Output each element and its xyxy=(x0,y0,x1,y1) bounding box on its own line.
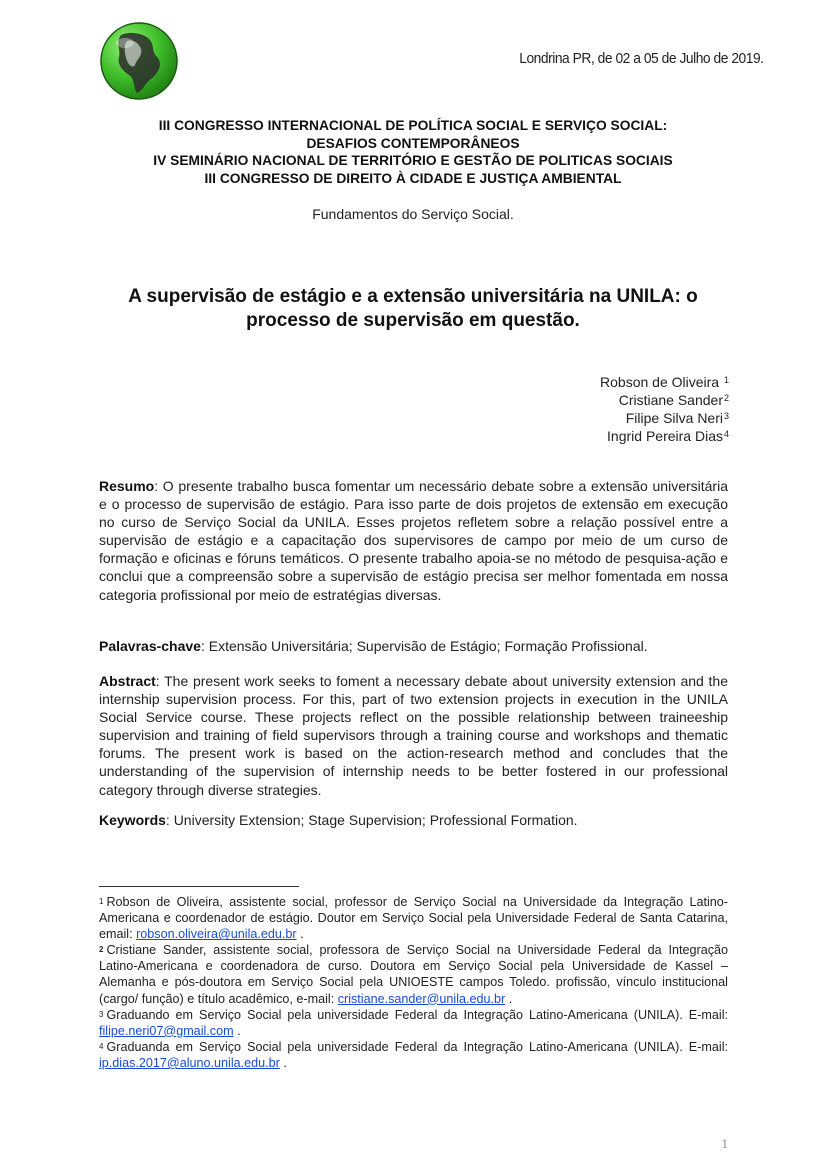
author-name xyxy=(600,373,729,391)
footnote-trailing: . xyxy=(233,1023,241,1038)
footnote-trailing: . xyxy=(296,927,304,942)
author-name xyxy=(600,427,729,445)
footnote-mark: 3 xyxy=(99,1009,104,1019)
abstract-paragraph xyxy=(99,672,728,799)
globe-logo-icon xyxy=(99,21,179,101)
keywords-label: Keywords xyxy=(99,812,166,828)
footnote-mark: 2 xyxy=(723,393,729,403)
title-line: A supervisão de estágio e a extensão universitária na UNILA: o xyxy=(128,286,698,307)
email-link[interactable]: filipe.neri07@gmail.com xyxy=(99,1023,234,1038)
footnote-trailing: . xyxy=(505,991,513,1006)
footnote-text: Graduando em Serviço Social pela universidade Federal da Integração Latino-Americana (UNILA). E-mail: xyxy=(106,1007,728,1022)
abstract-text: : The present work seeks to foment a necessary debate about university extension and the internship supervision process. For this, part of two extension projects in execution in the UNILA Social Service course. These projects reflect on the possible relationship between traineeship supervision and training of field supervisors through a training course and workshops and thematic forums. The present work is based on the action-research method and concludes that the understanding of the supervision of internship needs to be better fostered in our professional category through diverse strategies. xyxy=(99,673,728,798)
footnote-text: Cristiane Sander, assistente social, professora de Serviço Social na Universidade Federal da Integração Latino-Americana e coordenadora de curso. Doutora em Serviço Social pela Universidade de Kassel – Alemanha e pós-doutora em Serviço Social pela UNIOESTE campos Toledo. profissão, vínculo institucional (cargo/ função) e título acadêmico, e-mail: xyxy=(99,943,728,1006)
author-list xyxy=(600,373,729,445)
footnote xyxy=(99,1039,728,1071)
palavras-chave-text: : Extensão Universitária; Supervisão de Estágio; Formação Profissional. xyxy=(200,638,648,654)
conference-line: IV SEMINÁRIO NACIONAL DE TERRITÓRIO E GESTÃO DE POLITICAS SOCIAIS xyxy=(153,153,673,168)
email-link[interactable]: robson.oliveira@unila.edu.br xyxy=(136,927,297,942)
footnotes xyxy=(99,894,728,1071)
footnote-mark: 2 xyxy=(99,945,104,955)
footnote-mark: 1 xyxy=(723,375,729,385)
footnote xyxy=(99,942,728,1006)
conference-names xyxy=(0,117,826,187)
resumo-text: : O presente trabalho busca fomentar um necessário debate sobre a extensão universitária e o processo de supervisão de estágio. Para isso parte de dois projetos de extensão em execução no curso de Serviço Social da UNILA. Esses projetos refletem sobre a relação possível entre a supervisão de estágio e a capacitação dos supervisores de campo por meio de um curso de formação e oficinas e fóruns temáticos. O presente trabalho apoia-se no método de pesquisa-ação e conclui que a compreensão sobre a supervisão de estágio precisa ser melhor fomentada em nossa categoria profissional por meio de estratégias diversas. xyxy=(99,478,728,603)
footnote-divider xyxy=(99,886,299,887)
resumo-paragraph xyxy=(99,477,728,604)
palavras-chave-label: Palavras-chave xyxy=(99,638,201,654)
author-name-text: Ingrid Pereira Dias xyxy=(607,428,723,444)
email-link[interactable]: cristiane.sander@unila.edu.br xyxy=(337,991,506,1006)
paper-title xyxy=(90,285,736,333)
resumo-label: Resumo xyxy=(99,478,155,494)
conference-line: DESAFIOS CONTEMPORÂNEOS xyxy=(306,135,520,151)
thematic-area: Fundamentos do Serviço Social. xyxy=(312,206,514,222)
author-name xyxy=(600,391,729,409)
page-number: 1 xyxy=(721,1136,728,1151)
footnote-mark: 4 xyxy=(99,1041,104,1051)
footnote-text: Graduanda em Serviço Social pela universidade Federal da Integração Latino-Americana (UNILA). E-mail: xyxy=(106,1039,728,1054)
title-line: processo de supervisão em questão. xyxy=(246,310,580,331)
abstract-label: Abstract xyxy=(99,673,156,689)
author-name-text: Filipe Silva Neri xyxy=(625,410,723,426)
footnote xyxy=(99,894,728,942)
conference-line: III CONGRESSO DE DIREITO À CIDADE E JUSTIÇA AMBIENTAL xyxy=(204,170,622,186)
keywords-text: : University Extension; Stage Supervision; Professional Formation. xyxy=(165,812,578,828)
footnote-mark: 4 xyxy=(723,429,729,439)
palavras-chave-paragraph xyxy=(99,637,728,655)
author-name-text: Cristiane Sander xyxy=(618,392,723,408)
footnote-trailing: . xyxy=(279,1055,287,1070)
footnote-mark: 1 xyxy=(99,897,104,906)
keywords-paragraph xyxy=(99,811,728,829)
author-name-text: Robson de Oliveira xyxy=(600,374,723,390)
conference-line: III CONGRESSO INTERNACIONAL DE POLÍTICA SOCIAL E SERVIÇO SOCIAL: xyxy=(158,118,668,133)
email-link[interactable]: ip.dias.2017@aluno.unila.edu.br xyxy=(99,1055,280,1070)
footnote-mark: 3 xyxy=(723,411,729,421)
footnote-text: Robson de Oliveira, assistente social, professor de Serviço Social na Universidade da Integração Latino-Americana e coordenador de estágio. Doutor em Serviço Social pela Universidade Federal de Santa Catarina, email: xyxy=(99,895,728,942)
author-name xyxy=(600,409,729,427)
footnote xyxy=(99,1007,728,1039)
header-place-date: Londrina PR, de 02 a 05 de Julho de 2019. xyxy=(519,50,764,67)
